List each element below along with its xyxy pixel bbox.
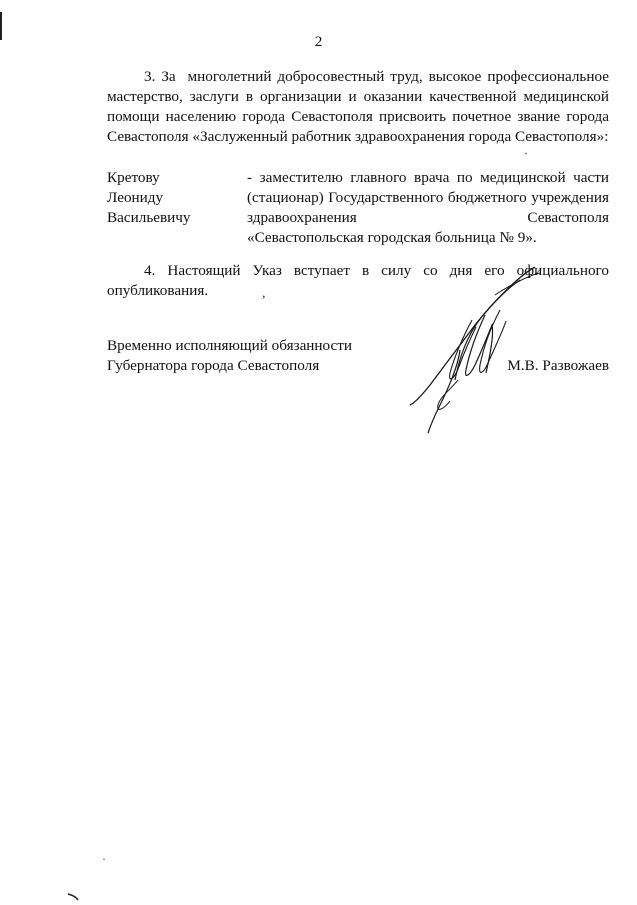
awardee-name [107, 168, 247, 228]
paragraph-3-number: 3. За [144, 68, 176, 85]
page-number: 2 [314, 33, 323, 50]
awardee-position: - заместителю главного врача по медицинской части (стационар) Государственного бюджетного учреждения здравоохранения Севастополя [247, 169, 609, 226]
bottom-edge-mark [66, 892, 80, 902]
awardee-hospital: «Севастопольская городская больница № 9». [247, 229, 537, 246]
paragraph-4-text: 4. Настоящий Указ вступает в силу со дня его официального опубликования. [107, 262, 609, 299]
stray-mark: ` [524, 150, 528, 164]
awardee-surname: Кретову [107, 169, 160, 186]
signatory-title-line-2: Губернатора города Севастополя [107, 357, 320, 374]
awardee-description [247, 168, 609, 248]
awardee-first-name: Леониду [107, 189, 164, 206]
stray-comma-mark: , [262, 286, 266, 301]
handwritten-signature [400, 255, 570, 435]
paragraph-3 [107, 67, 609, 147]
signatory-title [107, 336, 352, 376]
awardee-patronymic: Васильевичу [107, 209, 191, 226]
paragraph-3-text: многолетний добросовестный труд, высокое профессиональное мастерство, заслуги в организации и оказании качественной медицинской помощи населению города Севастополя присвоить почетное звание города Севастополя «Заслуженный работник здравоохранения города Севастополя»: [107, 68, 609, 145]
signatory-name: М.В. Развожаев [507, 357, 609, 374]
stray-dot-mark: · [102, 852, 106, 866]
signatory-title-line-1: Временно исполняющий обязанности [107, 337, 353, 354]
